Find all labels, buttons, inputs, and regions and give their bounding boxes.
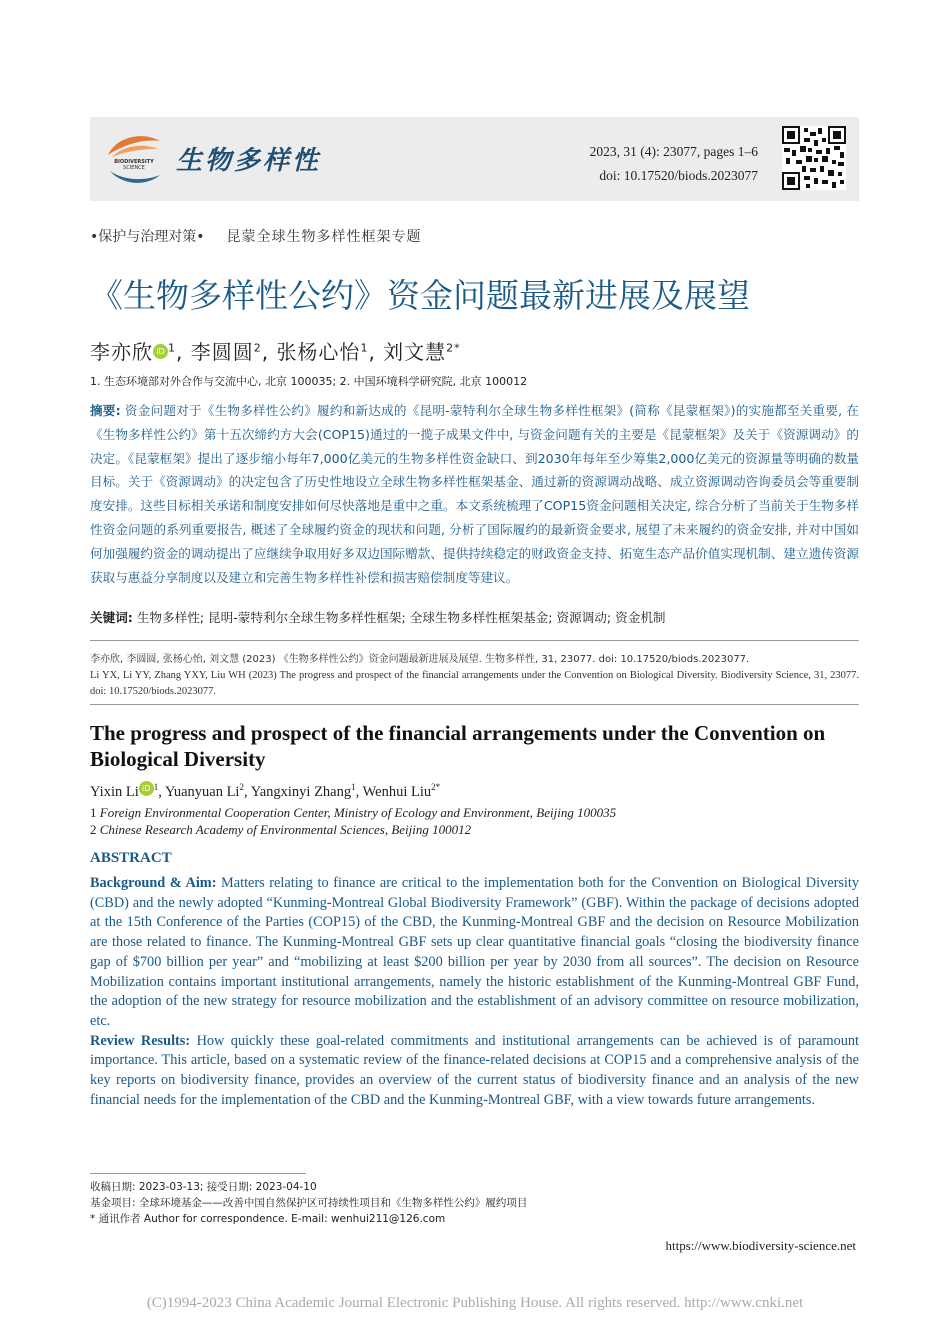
footnote-divider	[90, 1173, 306, 1174]
section-category: •保护与治理对策•	[90, 229, 205, 245]
author-affil-mark: 1	[351, 782, 356, 793]
author-affil-mark: 2	[253, 341, 262, 355]
review-results-label: Review Results:	[90, 1032, 191, 1049]
abstract-background	[90, 874, 859, 1032]
funding-note: 基金项目: 全球环境基金——改善中国自然保护区可持续性项目和《生物多样性公约》履约项目	[90, 1197, 528, 1209]
received-dates: 收稿日期: 2023-03-13; 接受日期: 2023-04-10	[90, 1181, 317, 1193]
svg-text:SCIENCE: SCIENCE	[123, 165, 145, 171]
author-name: Yangxinyi Zhang	[250, 784, 352, 800]
zh-affiliations: 1. 生态环境部对外合作与交流中心, 北京 100035; 2. 中国环境科学研究院, 北京 100012	[90, 375, 528, 388]
en-author-list: Yixin Li iD $^1$, Yuanyuan Li$^2$, Yangxinyi Zhang$^1$, Wenhui Liu$^{2*}$	[90, 782, 441, 800]
divider	[90, 640, 859, 641]
author-affil-mark: 2	[239, 782, 244, 793]
author-affil-mark: 1	[153, 782, 159, 793]
qr-code-icon	[782, 126, 846, 190]
zh-abstract	[90, 399, 859, 589]
author-affil-mark: 2*	[446, 341, 461, 355]
abstract-heading: ABSTRACT	[90, 850, 172, 866]
footnotes	[90, 1179, 527, 1227]
zh-abstract-label: 摘要:	[90, 403, 121, 418]
doi-text: doi: 10.17520/biods.2023077	[599, 168, 758, 183]
author-name: Wenhui Liu	[362, 784, 432, 800]
orcid-icon[interactable]: iD	[153, 344, 168, 359]
author-affil-mark: 1	[360, 341, 369, 355]
author-affil-mark: 1	[168, 341, 176, 355]
volume-info: 2023, 31 (4): 23077, pages 1–6	[589, 144, 758, 159]
en-article-title: The progress and prospect of the financial arrangements under the Convention on Biological Diversity	[90, 721, 826, 771]
zh-keywords-label: 关键词:	[90, 610, 133, 625]
abstract-review-results	[90, 1032, 859, 1111]
author-name: 李亦欣	[90, 340, 153, 364]
author-affil-mark: 2*	[431, 782, 441, 793]
zh-citation: 李亦欣, 李圆圆, 张杨心怡, 刘文慧 (2023) 《生物多样性公约》资金问题最新进展及展望. 生物多样性, 31, 23077. doi: 10.17520/biods.2023077.	[90, 654, 750, 665]
zh-abstract-text: 资金问题对于《生物多样性公约》履约和新达成的《昆明-蒙特利尔全球生物多样性框架》(简称《昆蒙框架》)的实施都至关重要, 在《生物多样性公约》第十五次缔约方大会(COP15)通过的一揽子成果文件中, 与资金问题有关的主要是《昆蒙框架》及关于《资源调动》的决定。《昆蒙框架》提出了逐步缩小每年7,000亿美元的生物多样性资金缺口、到2030年每年至少筹集2,000亿美元的资源量等明确的数量目标。关于《资源调动》的决定包含了历史性地设立全球生物多样性框架基金、通过新的资源调动战略、成立资源调动咨询委员会等重要制度安排。这些目标相关承诺和制度安排如何尽快落地是重中之重。本文系统梳理了COP15资金问题相关决定, 综合分析了当前关于生物多样性资金问题的系列重要报告, 概述了全球履约资金的现状和问题, 分析了国际履约的最新资金要求, 展望了未来履约的资金安排, 并对中国如何加强履约资金的调动提出了应继续争取用好多双边国际赠款、提供持续稳定的财政资金支持、拓宽生态产品价值实现机制、建立遗传资源获取与惠益分享制度以及建立和完善生物多样性补偿和损害赔偿制度等建议。	[90, 403, 859, 585]
en-affiliation-1: 1 Foreign Environmental Cooperation Center, Ministry of Ecology and Environment, Beijing 100035	[90, 805, 617, 820]
zh-author-list: 李亦欣 iD $^1$, 李圆圆$^2$, 张杨心怡$^1$, 刘文慧$^{2*}$	[90, 340, 461, 364]
journal-name-logo: 生物多样性	[176, 146, 322, 176]
en-affiliation-2: 2 Chinese Research Academy of Environmental Sciences, Beijing 100012	[90, 822, 472, 837]
en-affiliations	[90, 804, 616, 838]
zh-article-title: 《生物多样性公约》资金问题最新进展及展望	[90, 276, 750, 315]
journal-website-link[interactable]: https://www.biodiversity-science.net	[665, 1238, 856, 1253]
author-name: Yixin Li	[90, 784, 139, 800]
cnki-watermark: (C)1994-2023 China Academic Journal Electronic Publishing House. All rights reserved. http://www.cnki.net	[146, 1295, 804, 1311]
svg-text:BIODIVERSITY: BIODIVERSITY	[114, 159, 154, 165]
review-results-text: How quickly these goal-related commitments and institutional arrangements can be achieved is of paramount importance. This article, based on a systematic review of the finance-related decisions at COP15 and a comprehensive analysis of the key reports on biodiversity finance, provides an overview of the current status of biodiversity finance and an analysis of the new financial needs for the implementation of the CBD and the Kunming-Montreal GBF, with a view towards future arrangements.	[90, 1032, 859, 1108]
citation-block	[90, 652, 859, 700]
journal-citation-info	[540, 140, 758, 188]
background-label: Background & Aim:	[90, 875, 217, 891]
journal-logo-icon	[102, 127, 166, 191]
correspondence-note: * 通讯作者 Author for correspondence. E-mail: wenhui211@126.com	[90, 1213, 446, 1225]
section-label	[90, 226, 422, 246]
background-text: Matters relating to finance are critical to the implementation both for the Convention on Biological Diversity (CBD) and the newly adopted “Kunming-Montreal Global Biodiversity Framework” (GBF). Within the package of decisions adopted at the 15th Conference of the Parties (COP15) of the CBD, the Kunming-Montreal GBF and the decision on Resource Mobilization are those related to finance. The Kunming-Montreal GBF sets up clear quantitative financial goals “closing the biodiversity finance gap of $700 billion per year” and “mobilizing at least $200 billion per year by 2030 from all sources”. The decision on Resource Mobilization contains important institutional arrangements, namely the historic establishment of the Kunming-Montreal GBF Fund, the adoption of the new strategy for resource mobilization and the establishment of an advisory committee on resource mobilization, etc.	[90, 875, 859, 1029]
en-citation: Li YX, Li YY, Zhang YXY, Liu WH (2023) The progress and prospect of the financial arrangements under the Convention on Biological Diversity. Biodiversity Science, 31, 23077. doi: 10.17520/biods.2023077.	[90, 670, 859, 697]
author-name: Yuanyuan Li	[164, 784, 240, 800]
author-name: 刘文慧	[383, 340, 447, 364]
en-abstract	[90, 874, 859, 1110]
author-name: 李圆圆	[190, 340, 254, 364]
special-issue-label: 昆蒙全球生物多样性框架专题	[226, 229, 422, 245]
divider	[90, 704, 859, 705]
orcid-icon[interactable]: iD	[139, 781, 154, 796]
author-name: 张杨心怡	[276, 340, 361, 364]
zh-keywords-text: 生物多样性; 昆明-蒙特利尔全球生物多样性框架; 全球生物多样性框架基金; 资源调动; 资金机制	[132, 610, 666, 625]
zh-keywords	[90, 607, 859, 626]
